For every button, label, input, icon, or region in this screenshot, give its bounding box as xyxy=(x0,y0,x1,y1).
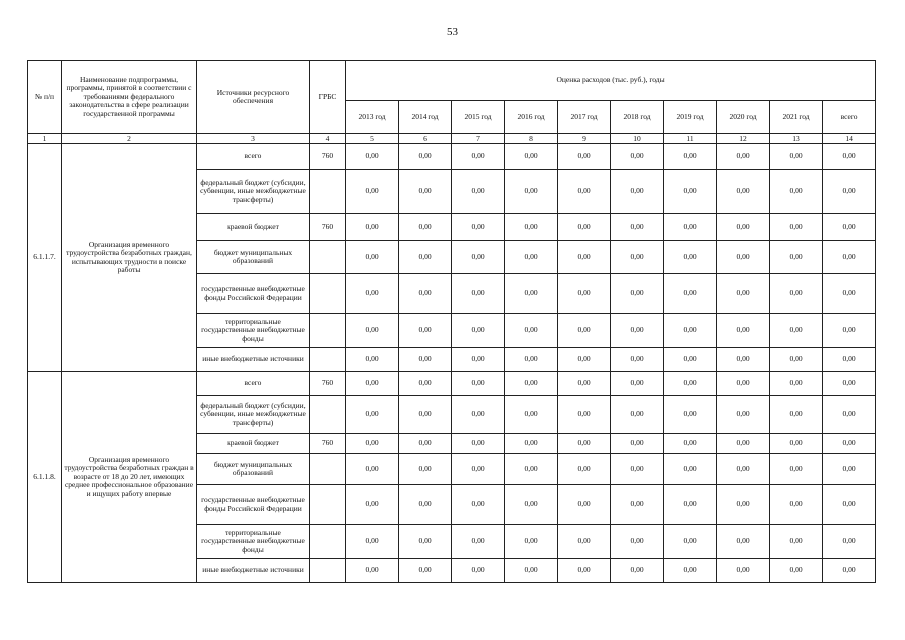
year-value: 0,00 xyxy=(770,396,823,434)
grbs-code xyxy=(310,454,346,485)
year-value: 0,00 xyxy=(558,434,611,454)
column-number: 13 xyxy=(770,134,823,144)
year-value: 0,00 xyxy=(611,170,664,214)
year-value: 0,00 xyxy=(611,241,664,274)
funding-source: иные внебюджетные источники xyxy=(197,559,310,583)
year-value: 0,00 xyxy=(611,559,664,583)
year-value: 0,00 xyxy=(505,214,558,241)
year-value: 0,00 xyxy=(452,396,505,434)
column-number: 14 xyxy=(823,134,876,144)
budget-table xyxy=(27,60,876,583)
column-number: 5 xyxy=(346,134,399,144)
total-value: 0,00 xyxy=(823,170,876,214)
funding-source: всего xyxy=(197,144,310,170)
year-value: 0,00 xyxy=(346,396,399,434)
year-value: 0,00 xyxy=(770,170,823,214)
year-value: 0,00 xyxy=(399,214,452,241)
year-value: 0,00 xyxy=(664,559,717,583)
total-value: 0,00 xyxy=(823,241,876,274)
year-value: 0,00 xyxy=(717,454,770,485)
year-value: 0,00 xyxy=(717,274,770,314)
year-value: 0,00 xyxy=(505,434,558,454)
year-value: 0,00 xyxy=(611,396,664,434)
column-numbers-row xyxy=(28,134,876,144)
grbs-code xyxy=(310,241,346,274)
year-value: 0,00 xyxy=(558,372,611,396)
table-row xyxy=(28,144,876,170)
year-value: 0,00 xyxy=(611,485,664,525)
year-value: 0,00 xyxy=(664,314,717,348)
year-value: 0,00 xyxy=(452,434,505,454)
header-year: 2017 год xyxy=(558,101,611,134)
header-year: 2021 год xyxy=(770,101,823,134)
header-year: 2019 год xyxy=(664,101,717,134)
grbs-code xyxy=(310,396,346,434)
funding-source: федеральный бюджет (субсидии, субвенции, иные межбюджетные трансферты) xyxy=(197,170,310,214)
year-value: 0,00 xyxy=(611,214,664,241)
year-value: 0,00 xyxy=(664,434,717,454)
table-header xyxy=(28,61,876,144)
year-value: 0,00 xyxy=(611,525,664,559)
year-value: 0,00 xyxy=(664,485,717,525)
column-number: 1 xyxy=(28,134,62,144)
year-value: 0,00 xyxy=(505,485,558,525)
year-value: 0,00 xyxy=(717,170,770,214)
funding-source: государственные внебюджетные фонды Российской Федерации xyxy=(197,274,310,314)
year-value: 0,00 xyxy=(558,396,611,434)
year-value: 0,00 xyxy=(664,274,717,314)
table-body xyxy=(28,144,876,583)
year-value: 0,00 xyxy=(770,434,823,454)
year-value: 0,00 xyxy=(611,314,664,348)
funding-source: краевой бюджет xyxy=(197,434,310,454)
year-value: 0,00 xyxy=(611,434,664,454)
year-value: 0,00 xyxy=(505,559,558,583)
total-value: 0,00 xyxy=(823,314,876,348)
header-name: Наименование подпрограммы, программы, принятой в соответствии с требованиями федерального законодательства в сфере реализации государственной программы xyxy=(62,61,197,134)
year-value: 0,00 xyxy=(399,372,452,396)
header-estimate: Оценка расходов (тыс. руб.), годы xyxy=(346,61,876,101)
total-value: 0,00 xyxy=(823,434,876,454)
year-value: 0,00 xyxy=(717,396,770,434)
year-value: 0,00 xyxy=(399,144,452,170)
year-value: 0,00 xyxy=(346,214,399,241)
page-number: 53 xyxy=(447,26,458,38)
year-value: 0,00 xyxy=(346,454,399,485)
year-value: 0,00 xyxy=(399,170,452,214)
year-value: 0,00 xyxy=(664,454,717,485)
year-value: 0,00 xyxy=(505,372,558,396)
year-value: 0,00 xyxy=(452,372,505,396)
year-value: 0,00 xyxy=(452,170,505,214)
total-value: 0,00 xyxy=(823,485,876,525)
year-value: 0,00 xyxy=(399,274,452,314)
year-value: 0,00 xyxy=(399,559,452,583)
grbs-code: 760 xyxy=(310,214,346,241)
grbs-code xyxy=(310,525,346,559)
grbs-code: 760 xyxy=(310,434,346,454)
column-number: 8 xyxy=(505,134,558,144)
total-value: 0,00 xyxy=(823,144,876,170)
year-value: 0,00 xyxy=(717,144,770,170)
year-value: 0,00 xyxy=(558,525,611,559)
year-value: 0,00 xyxy=(505,241,558,274)
total-value: 0,00 xyxy=(823,559,876,583)
year-value: 0,00 xyxy=(770,214,823,241)
year-value: 0,00 xyxy=(505,454,558,485)
column-number: 3 xyxy=(197,134,310,144)
year-value: 0,00 xyxy=(611,454,664,485)
year-value: 0,00 xyxy=(346,559,399,583)
year-value: 0,00 xyxy=(770,241,823,274)
column-number: 6 xyxy=(399,134,452,144)
funding-source: бюджет муниципальных образований xyxy=(197,241,310,274)
grbs-code: 760 xyxy=(310,372,346,396)
year-value: 0,00 xyxy=(505,274,558,314)
year-value: 0,00 xyxy=(770,348,823,372)
table-row xyxy=(28,372,876,396)
funding-source: иные внебюджетные источники xyxy=(197,348,310,372)
year-value: 0,00 xyxy=(452,454,505,485)
year-value: 0,00 xyxy=(346,170,399,214)
year-value: 0,00 xyxy=(346,144,399,170)
funding-source: бюджет муниципальных образований xyxy=(197,454,310,485)
year-value: 0,00 xyxy=(611,274,664,314)
column-number: 11 xyxy=(664,134,717,144)
year-value: 0,00 xyxy=(505,144,558,170)
year-value: 0,00 xyxy=(558,170,611,214)
year-value: 0,00 xyxy=(452,214,505,241)
year-value: 0,00 xyxy=(717,559,770,583)
year-value: 0,00 xyxy=(452,485,505,525)
year-value: 0,00 xyxy=(664,372,717,396)
year-value: 0,00 xyxy=(770,559,823,583)
year-value: 0,00 xyxy=(717,214,770,241)
year-value: 0,00 xyxy=(770,485,823,525)
year-value: 0,00 xyxy=(664,396,717,434)
year-value: 0,00 xyxy=(505,314,558,348)
year-value: 0,00 xyxy=(558,274,611,314)
grbs-code xyxy=(310,559,346,583)
row-name: Организация временного трудоустройства безработных граждан, испытывающих трудности в поиске работы xyxy=(62,144,197,372)
total-value: 0,00 xyxy=(823,454,876,485)
total-value: 0,00 xyxy=(823,372,876,396)
year-value: 0,00 xyxy=(717,241,770,274)
year-value: 0,00 xyxy=(452,241,505,274)
column-number: 10 xyxy=(611,134,664,144)
header-total: всего xyxy=(823,101,876,134)
year-value: 0,00 xyxy=(558,214,611,241)
year-value: 0,00 xyxy=(664,144,717,170)
year-value: 0,00 xyxy=(558,144,611,170)
year-value: 0,00 xyxy=(505,170,558,214)
year-value: 0,00 xyxy=(452,314,505,348)
year-value: 0,00 xyxy=(399,396,452,434)
year-value: 0,00 xyxy=(717,485,770,525)
grbs-code xyxy=(310,485,346,525)
header-source: Источники ресурсного обеспечения xyxy=(197,61,310,134)
year-value: 0,00 xyxy=(558,454,611,485)
total-value: 0,00 xyxy=(823,525,876,559)
total-value: 0,00 xyxy=(823,348,876,372)
total-value: 0,00 xyxy=(823,214,876,241)
header-grbs: ГРБС xyxy=(310,61,346,134)
grbs-code xyxy=(310,348,346,372)
year-value: 0,00 xyxy=(664,241,717,274)
year-value: 0,00 xyxy=(346,372,399,396)
year-value: 0,00 xyxy=(346,348,399,372)
year-value: 0,00 xyxy=(770,372,823,396)
grbs-code xyxy=(310,314,346,348)
year-value: 0,00 xyxy=(770,144,823,170)
year-value: 0,00 xyxy=(611,372,664,396)
year-value: 0,00 xyxy=(664,170,717,214)
year-value: 0,00 xyxy=(346,434,399,454)
year-value: 0,00 xyxy=(664,525,717,559)
year-value: 0,00 xyxy=(558,559,611,583)
funding-source: краевой бюджет xyxy=(197,214,310,241)
year-value: 0,00 xyxy=(558,348,611,372)
column-number: 4 xyxy=(310,134,346,144)
column-number: 7 xyxy=(452,134,505,144)
funding-source: территориальные государственные внебюджетные фонды xyxy=(197,525,310,559)
year-value: 0,00 xyxy=(452,559,505,583)
year-value: 0,00 xyxy=(452,144,505,170)
header-year: 2020 год xyxy=(717,101,770,134)
year-value: 0,00 xyxy=(505,525,558,559)
year-value: 0,00 xyxy=(399,454,452,485)
header-year: 2014 год xyxy=(399,101,452,134)
funding-source: всего xyxy=(197,372,310,396)
year-value: 0,00 xyxy=(558,241,611,274)
year-value: 0,00 xyxy=(717,525,770,559)
year-value: 0,00 xyxy=(346,525,399,559)
column-number: 2 xyxy=(62,134,197,144)
year-value: 0,00 xyxy=(770,525,823,559)
year-value: 0,00 xyxy=(505,396,558,434)
header-year: 2016 год xyxy=(505,101,558,134)
header-year: 2013 год xyxy=(346,101,399,134)
year-value: 0,00 xyxy=(399,485,452,525)
total-value: 0,00 xyxy=(823,396,876,434)
year-value: 0,00 xyxy=(664,214,717,241)
year-value: 0,00 xyxy=(717,372,770,396)
year-value: 0,00 xyxy=(346,314,399,348)
year-value: 0,00 xyxy=(346,274,399,314)
header-year: 2015 год xyxy=(452,101,505,134)
funding-source: государственные внебюджетные фонды Российской Федерации xyxy=(197,485,310,525)
funding-source: федеральный бюджет (субсидии, субвенции, иные межбюджетные трансферты) xyxy=(197,396,310,434)
year-value: 0,00 xyxy=(452,274,505,314)
year-value: 0,00 xyxy=(452,348,505,372)
year-value: 0,00 xyxy=(399,314,452,348)
funding-source: территориальные государственные внебюджетные фонды xyxy=(197,314,310,348)
year-value: 0,00 xyxy=(399,241,452,274)
grbs-code xyxy=(310,170,346,214)
year-value: 0,00 xyxy=(770,454,823,485)
year-value: 0,00 xyxy=(558,485,611,525)
year-value: 0,00 xyxy=(346,241,399,274)
year-value: 0,00 xyxy=(346,485,399,525)
year-value: 0,00 xyxy=(770,314,823,348)
year-value: 0,00 xyxy=(664,348,717,372)
total-value: 0,00 xyxy=(823,274,876,314)
grbs-code: 760 xyxy=(310,144,346,170)
year-value: 0,00 xyxy=(505,348,558,372)
year-value: 0,00 xyxy=(717,314,770,348)
grbs-code xyxy=(310,274,346,314)
year-value: 0,00 xyxy=(399,525,452,559)
year-value: 0,00 xyxy=(611,144,664,170)
row-code: 6.1.1.7. xyxy=(28,144,62,372)
row-name: Организация временного трудоустройства безработных граждан в возрасте от 18 до 20 лет, имеющих среднее профессиональное образование и ищущих работу впервые xyxy=(62,372,197,583)
year-value: 0,00 xyxy=(452,525,505,559)
row-code: 6.1.1.8. xyxy=(28,372,62,583)
header-num: № п/п xyxy=(28,61,62,134)
year-value: 0,00 xyxy=(399,434,452,454)
year-value: 0,00 xyxy=(611,348,664,372)
year-value: 0,00 xyxy=(399,348,452,372)
column-number: 12 xyxy=(717,134,770,144)
year-value: 0,00 xyxy=(558,314,611,348)
year-value: 0,00 xyxy=(717,434,770,454)
header-year: 2018 год xyxy=(611,101,664,134)
column-number: 9 xyxy=(558,134,611,144)
year-value: 0,00 xyxy=(770,274,823,314)
year-value: 0,00 xyxy=(717,348,770,372)
